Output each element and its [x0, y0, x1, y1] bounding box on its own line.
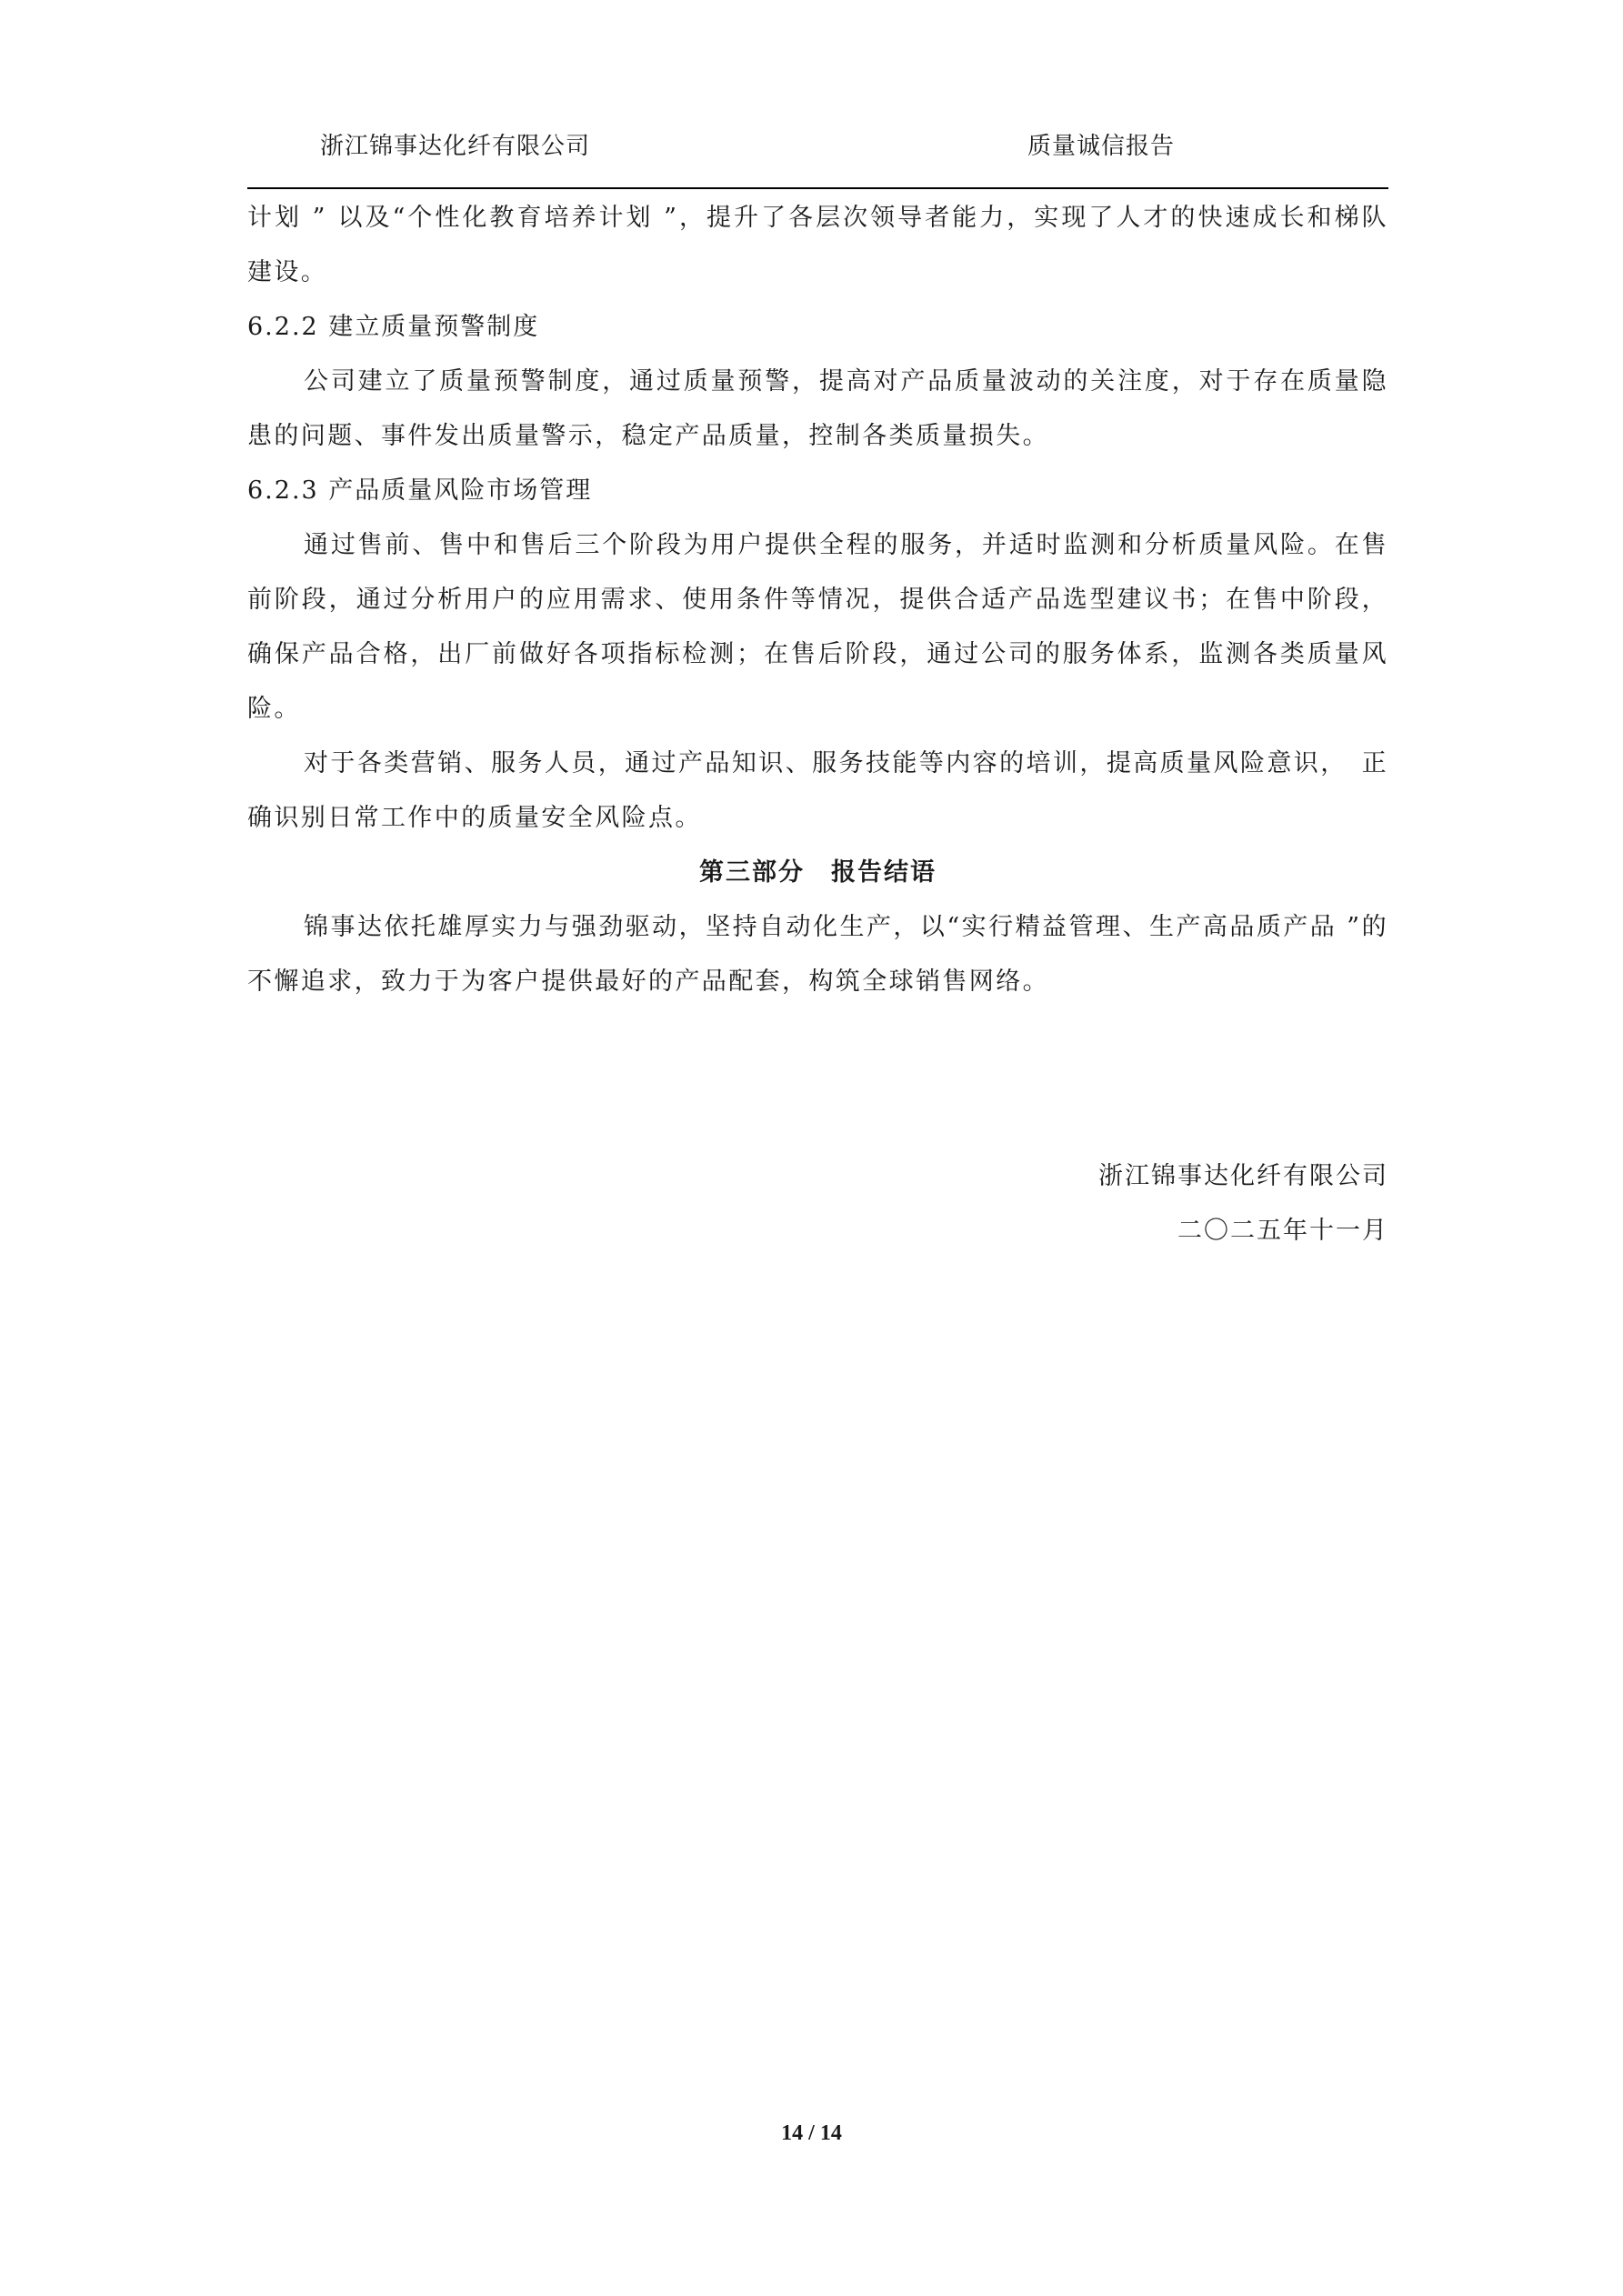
- section-heading-6-2-2: 6.2.2 建立质量预警制度: [247, 313, 540, 341]
- paragraph-conclusion: 锦事达依托雄厚实力与强劲驱动，坚持自动化生产，以“实行精益管理、生产高品质产品 ”的不懈追求，致力于为客户提供最好的产品配套，构筑全球销售网络。: [247, 913, 1388, 996]
- section-heading-6-2-3: 6.2.3 产品质量风险市场管理: [247, 476, 593, 505]
- header-divider: [247, 187, 1388, 189]
- paragraph-sales-stages: 通过售前、售中和售后三个阶段为用户提供全程的服务，并适时监测和分析质量风险。在售前阶段，通过分析用户的应用需求、使用条件等情况，提供合适产品选型建议书；在售中阶段，确保产品合格，出厂前做好各项指标检测；在售后阶段，通过公司的服务体系，监测各类质量风险。: [247, 531, 1388, 723]
- signature-block: [1098, 1149, 1388, 1258]
- signature-company: 浙江锦事达化纤有限公司: [1098, 1162, 1388, 1190]
- header-report-title: 质量诚信报告: [1027, 133, 1176, 160]
- signature-date: 二〇二五年十一月: [1177, 1217, 1388, 1245]
- page-number: 14 / 14: [781, 2121, 842, 2145]
- paragraph-training-plan: 计划 ” 以及“个性化教育培养计划 ”，提升了各层次领导者能力，实现了人才的快速成长和梯队建设。: [247, 204, 1388, 286]
- document-body: [247, 191, 1388, 1009]
- header-company-name: 浙江锦事达化纤有限公司: [320, 133, 591, 160]
- paragraph-staff-training: 对于各类营销、服务人员，通过产品知识、服务技能等内容的培训，提高质量风险意识， 正确识别日常工作中的质量安全风险点。: [247, 749, 1388, 832]
- paragraph-quality-warning: 公司建立了质量预警制度，通过质量预警，提高对产品质量波动的关注度，对于存在质量隐患的问题、事件发出质量警示，稳定产品质量，控制各类质量损失。: [247, 367, 1388, 450]
- part-three-title: 第三部分 报告结语: [699, 858, 937, 887]
